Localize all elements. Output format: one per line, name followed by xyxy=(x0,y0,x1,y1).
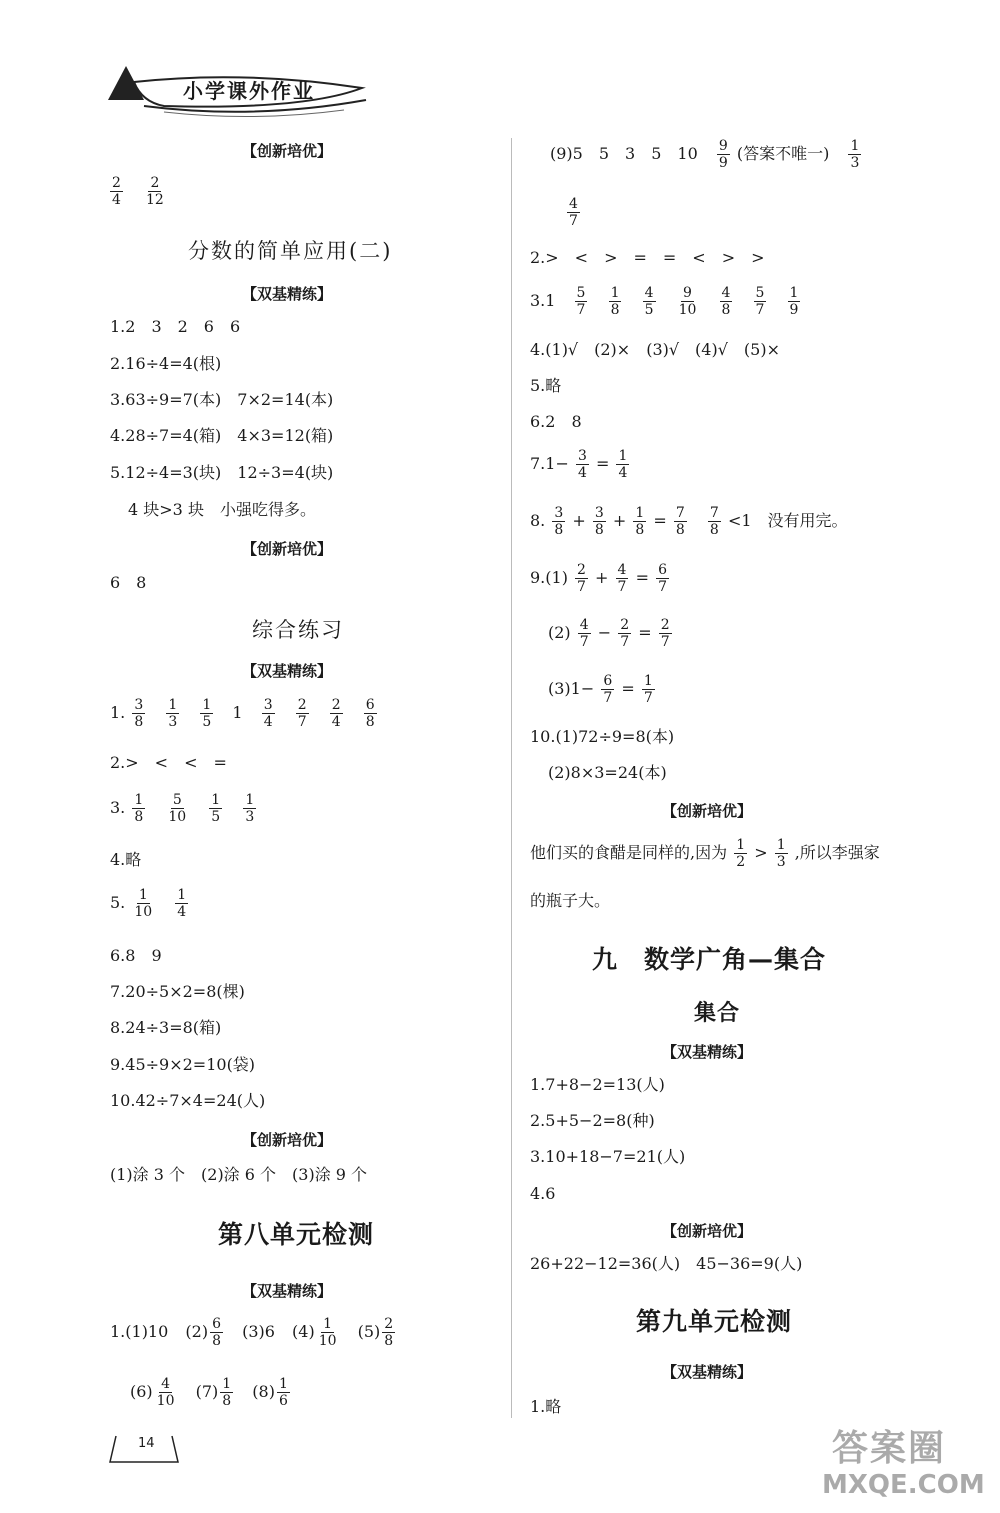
answer-line: 4.28÷7=4(箱) 4×3=12(箱) xyxy=(110,426,334,445)
tag-cxpy: 【创新培优】 xyxy=(242,540,333,558)
fraction: $\frac{1}{3}$ xyxy=(245,792,255,825)
fraction: $\frac{6}{7}$ xyxy=(603,673,613,706)
fraction: $\frac{1}{8}$ xyxy=(222,1376,232,1409)
fraction: $\frac{1}{8}$ xyxy=(635,505,645,538)
answer-line: 4.6 xyxy=(530,1184,556,1203)
fraction: $\frac{2}{7}$ xyxy=(660,617,670,650)
answer-line: 2.5+5−2=8(种) xyxy=(530,1111,655,1130)
answer-line: 10.(1)72÷9=8(本) xyxy=(530,727,675,746)
answer-line: 1.略 xyxy=(530,1397,562,1416)
answer-line: 10.42÷7×4=24(人) xyxy=(110,1091,266,1110)
fraction: $\frac{5}{7}$ xyxy=(576,285,586,318)
fraction: $\frac{1}{4}$ xyxy=(177,887,187,920)
fraction: $\frac{4}{10}$ xyxy=(156,1376,175,1409)
watermark-logo: 答案圈 xyxy=(832,1428,947,1469)
answer-q1: 1. $\frac{3}{8}$ $\frac{1}{3}$ $\frac{1}{5}$ 1 $\frac{3}{4}$ $\frac{2}{7}$ $\frac{2}{4}$ $\frac{6}{8}$ xyxy=(110,697,375,730)
fraction: $\frac{4}{5}$ xyxy=(644,285,654,318)
tag-sjjl: 【双基精练】 xyxy=(242,662,333,680)
answer-line: 1.7+8−2=13(人) xyxy=(530,1075,665,1094)
fraction: $\frac{3}{4}$ xyxy=(263,697,273,730)
fraction: $\frac{3}{4}$ xyxy=(577,448,587,481)
answer-q3: 3.1 $\frac{5}{7}$ $\frac{1}{8}$ $\frac{4}{5}$ $\frac{9}{10}$ $\frac{4}{8}$ $\frac{5}{7}$ $\frac{1}{9}$ xyxy=(530,285,799,318)
answer-line: 9.45÷9×2=10(袋) xyxy=(110,1055,256,1074)
answer-q9: (9)5 5 3 5 10 $\frac{9}{9}$ (答案不唯一) $\frac{1}{3}$ xyxy=(550,138,860,171)
header-title: 小学课外作业 xyxy=(183,79,315,103)
answer-q9b: (2) $\frac{4}{7}$ − $\frac{2}{7}$ = $\frac{2}{7}$ xyxy=(548,617,670,650)
answer-line: 3.10+18−7=21(人) xyxy=(530,1147,686,1166)
fraction: $\frac{6}{8}$ xyxy=(212,1316,221,1349)
answer-line: 1.2 3 2 6 6 xyxy=(110,317,241,336)
fraction: $\frac{2}{8}$ xyxy=(384,1316,394,1349)
answer-line: 5.略 xyxy=(530,376,562,395)
answer-line: 4.(1)√ (2)× (3)√ (4)√ (5)× xyxy=(530,340,780,359)
fraction: $\frac{1}{3}$ xyxy=(168,697,178,730)
answer-line: 2.16÷4=4(根) xyxy=(110,354,222,373)
fraction: $\frac{1}{9}$ xyxy=(789,285,799,318)
answer-q8: 8. $\frac{3}{8}$ + $\frac{3}{8}$ + $\frac{1}{8}$ = $\frac{7}{8}$ $\frac{7}{8}$ <1 没有用完。 xyxy=(530,505,848,538)
section-title: 综合练习 xyxy=(252,618,344,642)
unit-test-title: 第九单元检测 xyxy=(636,1307,793,1336)
tag-sjjl: 【双基精练】 xyxy=(662,1363,753,1381)
fraction: $\frac{1}{2}$ xyxy=(736,837,746,870)
answer-line: 6 8 xyxy=(110,573,147,592)
tag-sjjl: 【双基精练】 xyxy=(662,1043,753,1061)
fraction: $\frac{1}{8}$ xyxy=(610,285,620,318)
unit-test-title: 第八单元检测 xyxy=(218,1220,375,1249)
section-title: 分数的简单应用(二) xyxy=(188,239,393,263)
answer-line: 的瓶子大。 xyxy=(530,891,611,910)
tag-cxpy: 【创新培优】 xyxy=(662,1222,753,1240)
answer-line: 26+22−12=36(人) 45−36=9(人) xyxy=(530,1254,803,1273)
answer-line: 7.20÷5×2=8(棵) xyxy=(110,982,245,1001)
fraction: $\frac{1}{5}$ xyxy=(211,792,221,825)
answer-line: 4.略 xyxy=(110,850,142,869)
answer-line: 3.63÷9=7(本) 7×2=14(本) xyxy=(110,390,334,409)
fraction: $\frac{1}{7}$ xyxy=(643,673,653,706)
fraction: $\frac{1}{4}$ xyxy=(618,448,628,481)
answer-q9a: 9.(1) $\frac{2}{7}$ + $\frac{4}{7}$ = $\frac{6}{7}$ xyxy=(530,562,667,595)
fraction: $\frac{9}{10}$ xyxy=(678,285,697,318)
fraction: $\frac{6}{7}$ xyxy=(658,562,667,595)
answer-cx: 他们买的食醋是同样的,因为 $\frac{1}{2}$ > $\frac{1}{3}$ ,所以李强家 xyxy=(530,837,880,870)
answer-q1-row2: (6) $\frac{4}{10}$ (7) $\frac{1}{8}$ (8) $\frac{1}{6}$ xyxy=(130,1376,288,1409)
fraction: $\frac{5}{10}$ xyxy=(168,792,187,825)
fraction: $\frac{2}{4}$ xyxy=(112,175,121,208)
tag-sjjl: 【双基精练】 xyxy=(242,1282,333,1300)
tag-cxpy: 【创新培优】 xyxy=(242,1131,333,1149)
answer-line: (1)涂 3 个 (2)涂 6 个 (3)涂 9 个 xyxy=(110,1165,368,1184)
answer-q9-extra xyxy=(565,196,582,229)
answer-q7: 7.1− $\frac{3}{4}$ = $\frac{1}{4}$ xyxy=(530,448,628,481)
fraction: $\frac{4}{7}$ xyxy=(579,617,589,650)
fraction: $\frac{3}{8}$ xyxy=(134,697,144,730)
fraction: $\frac{2}{7}$ xyxy=(297,697,307,730)
fraction: $\frac{3}{8}$ xyxy=(594,505,604,538)
fraction: $\frac{1}{10}$ xyxy=(318,1316,337,1349)
answer-line: 6.2 8 xyxy=(530,412,582,431)
fraction: $\frac{1}{8}$ xyxy=(134,792,144,825)
answer-line: 2.> < < = xyxy=(110,753,227,772)
fraction: $\frac{3}{8}$ xyxy=(554,505,564,538)
fraction: $\frac{2}{7}$ xyxy=(620,617,630,650)
fraction: $\frac{1}{3}$ xyxy=(776,837,786,870)
column-divider xyxy=(511,138,512,1418)
fraction: $\frac{1}{3}$ xyxy=(850,138,860,171)
answer-line: 4 块>3 块 小强吃得多。 xyxy=(128,500,316,519)
fraction: $\frac{2}{4}$ xyxy=(331,697,341,730)
tag-cxpy: 【创新培优】 xyxy=(662,802,753,820)
answer-q9c: (3)1− $\frac{6}{7}$ = $\frac{1}{7}$ xyxy=(548,673,653,706)
fraction: $\frac{9}{9}$ xyxy=(718,138,728,171)
fraction: $\frac{2}{7}$ xyxy=(577,562,586,595)
fraction: $\frac{4}{8}$ xyxy=(721,285,731,318)
answer-q3: 3. $\frac{1}{8}$ $\frac{5}{10}$ $\frac{1}{5}$ $\frac{1}{3}$ xyxy=(110,792,255,825)
fraction: $\frac{5}{7}$ xyxy=(755,285,765,318)
section-title: 集合 xyxy=(694,1001,741,1026)
answer-q1-row1: 1.(1)10 (2) $\frac{6}{8}$ (3)6 (4) $\frac{1}{10}$ (5) $\frac{2}{8}$ xyxy=(110,1316,394,1349)
watermark-url: MXQE.COM xyxy=(822,1470,985,1500)
fraction: $\frac{1}{10}$ xyxy=(134,887,153,920)
page-number-box xyxy=(108,1434,180,1464)
fraction: $\frac{7}{8}$ xyxy=(709,505,719,538)
answer-q5: 5. $\frac{1}{10}$ $\frac{1}{4}$ xyxy=(110,887,187,920)
chapter-title: 九 数学广角—集合 xyxy=(592,945,827,974)
answer-line: 8.24÷3=8(箱) xyxy=(110,1018,222,1037)
fraction: $\frac{2}{12}$ xyxy=(146,175,164,208)
answer-line: 2.> < > = = < > > xyxy=(530,248,765,267)
answer-line: 6.8 9 xyxy=(110,946,162,965)
answer-line: 5.12÷4=3(块) 12÷3=4(块) xyxy=(110,463,334,482)
fraction: $\frac{7}{8}$ xyxy=(675,505,685,538)
tag-sjjl: 【双基精练】 xyxy=(242,285,333,303)
tag-cxpy: 【创新培优】 xyxy=(242,142,333,160)
answer-line: (2)8×3=24(本) xyxy=(548,763,667,782)
fraction: $\frac{6}{8}$ xyxy=(365,697,375,730)
page-number: 14 xyxy=(138,1436,155,1451)
fraction: $\frac{1}{6}$ xyxy=(278,1376,288,1409)
top-fractions xyxy=(108,175,168,208)
fraction: $\frac{1}{5}$ xyxy=(202,697,212,730)
fraction: $\frac{4}{7}$ xyxy=(617,562,627,595)
fraction: $\frac{4}{7}$ xyxy=(569,196,578,229)
